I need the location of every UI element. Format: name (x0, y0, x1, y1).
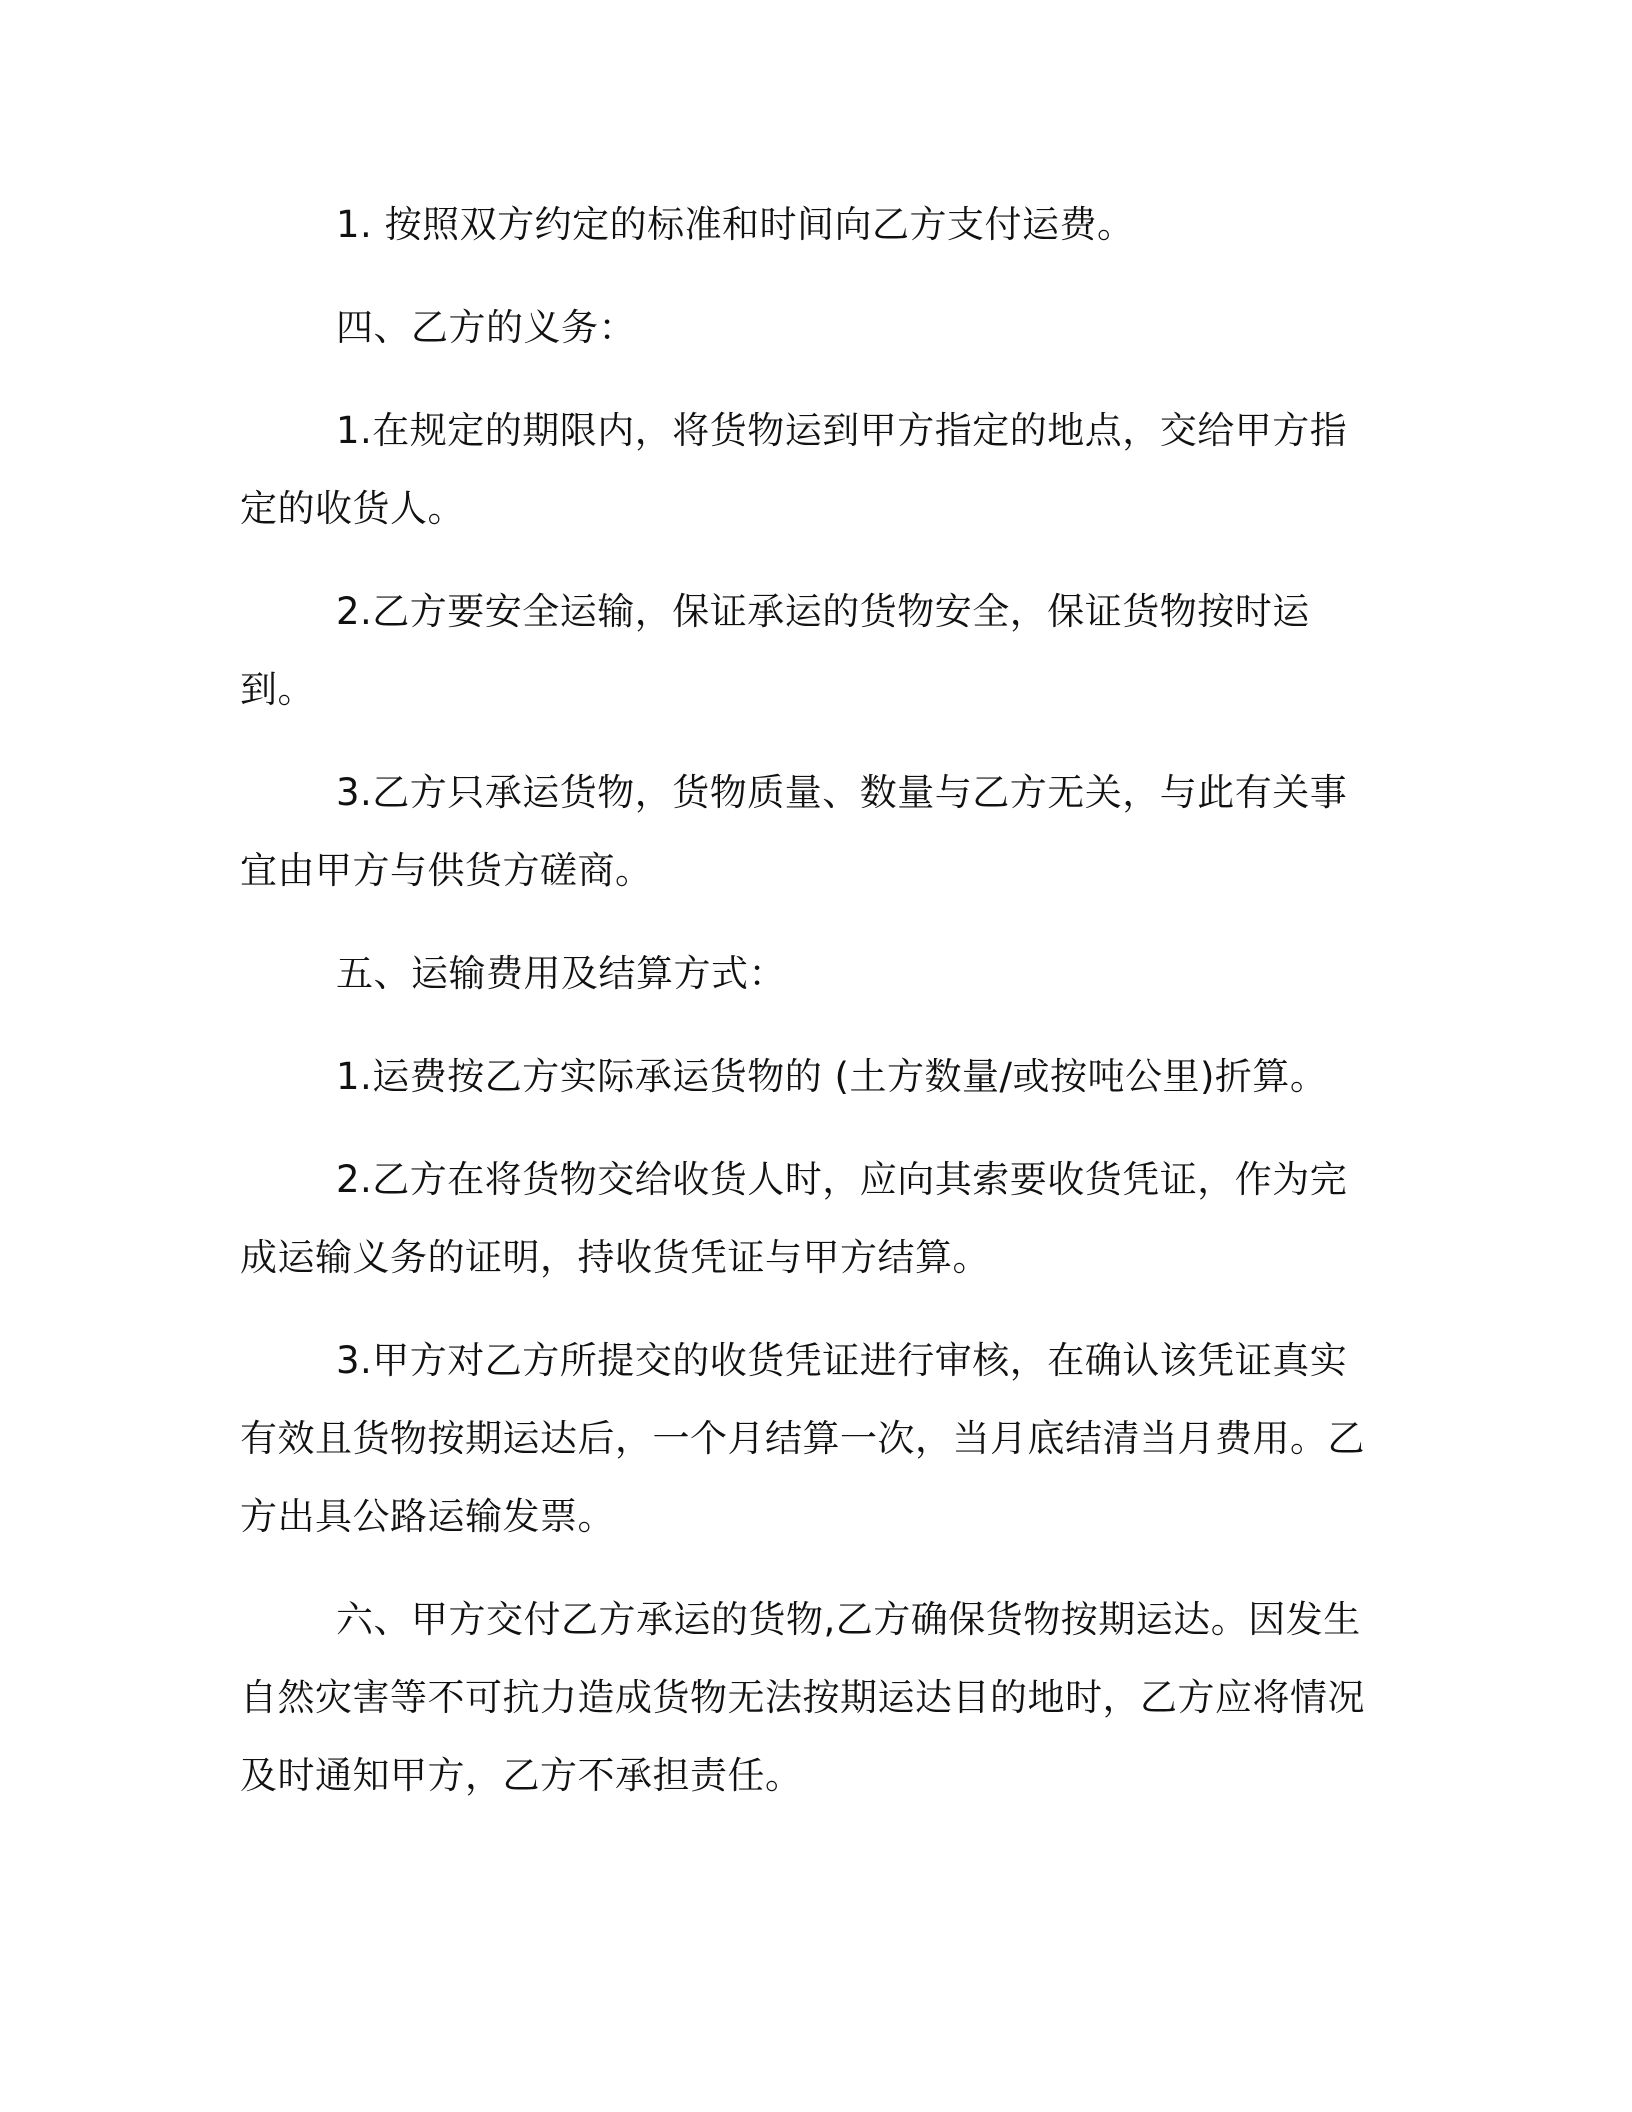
document-body (240, 186, 1370, 1840)
paragraph-force-majeure: 六、甲方交付乙方承运的货物,乙方确保货物按期运达。因发生自然灾害等不可抗力造成货物无法按期运达目的地时，乙方应将情况及时通知甲方，乙方不承担责任。 (240, 1598, 1365, 1797)
section-heading-fees-settlement: 五、运输费用及结算方式： (336, 952, 786, 995)
paragraph-freight-calculation: 1.运费按乙方实际承运货物的 (土方数量/或按吨公里)折算。 (336, 1055, 1328, 1098)
paragraph-pay-freight: 1. 按照双方约定的标准和时间向乙方支付运费。 (336, 203, 1135, 246)
paragraph-safe-transport: 2.乙方要安全运输，保证承运的货物安全，保证货物按时运到。 (240, 590, 1310, 711)
paragraph-receipt-voucher: 2.乙方在将货物交给收货人时，应向其索要收货凭证，作为完成运输义务的证明，持收货凭证与甲方结算。 (240, 1158, 1348, 1279)
paragraph-carrier-only: 3.乙方只承运货物，货物质量、数量与乙方无关，与此有关事宜由甲方与供货方磋商。 (240, 771, 1348, 892)
paragraph-deliver-goods: 1.在规定的期限内，将货物运到甲方指定的地点，交给甲方指定的收货人。 (240, 409, 1348, 530)
paragraph-monthly-settlement: 3.甲方对乙方所提交的收货凭证进行审核，在确认该凭证真实有效且货物按期运达后，一个月结算一次，当月底结清当月费用。乙方出具公路运输发票。 (240, 1339, 1365, 1538)
section-heading-party-b-duties: 四、乙方的义务： (336, 306, 636, 349)
